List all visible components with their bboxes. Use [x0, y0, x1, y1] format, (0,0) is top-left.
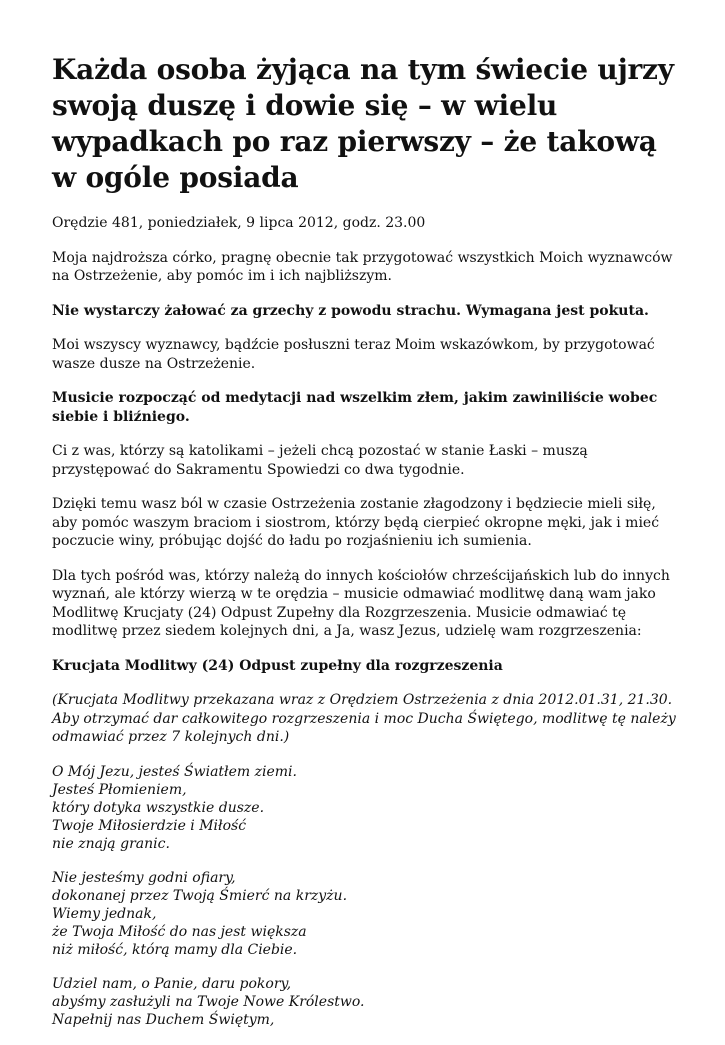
paragraph-catholics: Ci z was, którzy są katolikami – jeżeli chcą pozostać w stanie Łaski – muszą przystępować do Sakramentu Spowiedzi co dwa tygodnie.	[52, 443, 588, 478]
prayer-line: że Twoja Miłość do nas jest większa	[52, 923, 307, 940]
paragraph-meditation: Musicie rozpocząć od medytacji nad wszelkim złem, jakim zawiniliście wobec siebie i bliźniego.	[52, 390, 658, 425]
prayer-stanza-1	[52, 763, 682, 853]
paragraph-pain: Dzięki temu wasz ból w czasie Ostrzeżenia zostanie złagodzony i będziecie mieli siłę, aby pomóc waszym braciom i siostrom, którzy będą cierpieć okropne męki, jak i mieć poczucie winy, próbując dojść do ładu po rozjaśnieniu ich sumienia.	[52, 496, 660, 549]
prayer-line: Nie jesteśmy godni ofiary,	[52, 869, 236, 886]
prayer-line: Wiemy jednak,	[52, 905, 157, 922]
prayer-line: O Mój Jezu, jesteś Światłem ziemi.	[52, 763, 297, 780]
prayer-line: dokonanej przez Twoją Śmierć na krzyżu.	[52, 887, 348, 904]
prayer-line: który dotyka wszystkie dusze.	[52, 799, 265, 816]
prayer-line: Udziel nam, o Panie, daru pokory,	[52, 975, 292, 992]
paragraph-other-churches: Dla tych pośród was, którzy należą do innych kościołów chrześcijańskich lub do innych wyznań, ale którzy wierzą w te orędzia – musicie odmawiać modlitwę daną wam jako Modlitwę Krucjaty (24) Odpust Zupełny dla Rozgrzeszenia. Musicie odmawiać tę modlitwę przez siedem kolejnych dni, a Ja, wasz Jezus, udzielę wam rozgrzeszenia:	[52, 567, 670, 639]
prayer-heading: Krucjata Modlitwy (24) Odpust zupełny dla rozgrzeszenia	[52, 657, 503, 674]
prayer-line: Napełnij nas Duchem Świętym,	[52, 1011, 275, 1028]
prayer-stanza-3	[52, 975, 682, 1029]
prayer-line: abyśmy zasłużyli na Twoje Nowe Królestwo.	[52, 993, 365, 1010]
prayer-line: Twoje Miłosierdzie i Miłość	[52, 817, 247, 834]
paragraph-penance: Nie wystarczy żałować za grzechy z powodu strachu. Wymagana jest pokuta.	[52, 302, 649, 319]
message-meta: Orędzie 481, poniedziałek, 9 lipca 2012, godz. 23.00	[52, 215, 426, 231]
prayer-line: nie znają granic.	[52, 835, 170, 852]
prayer-note: (Krucjata Modlitwy przekazana wraz z Orędziem Ostrzeżenia z dnia 2012.01.31, 21.30. Aby otrzymać dar całkowitego rozgrzeszenia i moc Ducha Świętego, modlitwę tę należy odmawiać przez 7 kolejnych dni.)	[52, 692, 676, 745]
prayer-stanza-2	[52, 869, 682, 959]
prayer-line: niż miłość, którą mamy dla Ciebie.	[52, 941, 298, 958]
document-page	[52, 52, 682, 1045]
document-title: Każda osoba żyjąca na tym świecie ujrzy swoją duszę i dowie się – w wielu wypadkach po raz pierwszy – że takową w ogóle posiada	[52, 53, 674, 194]
paragraph-followers: Moi wszyscy wyznawcy, bądźcie posłuszni teraz Moim wskazówkom, by przygotować wasze dusze na Ostrzeżenie.	[52, 337, 655, 372]
prayer-line: Jesteś Płomieniem,	[52, 781, 187, 798]
paragraph-intro: Moja najdroższa córko, pragnę obecnie tak przygotować wszystkich Moich wyznawców na Ostrzeżenie, aby pomóc im i ich najbliższym.	[52, 249, 673, 284]
